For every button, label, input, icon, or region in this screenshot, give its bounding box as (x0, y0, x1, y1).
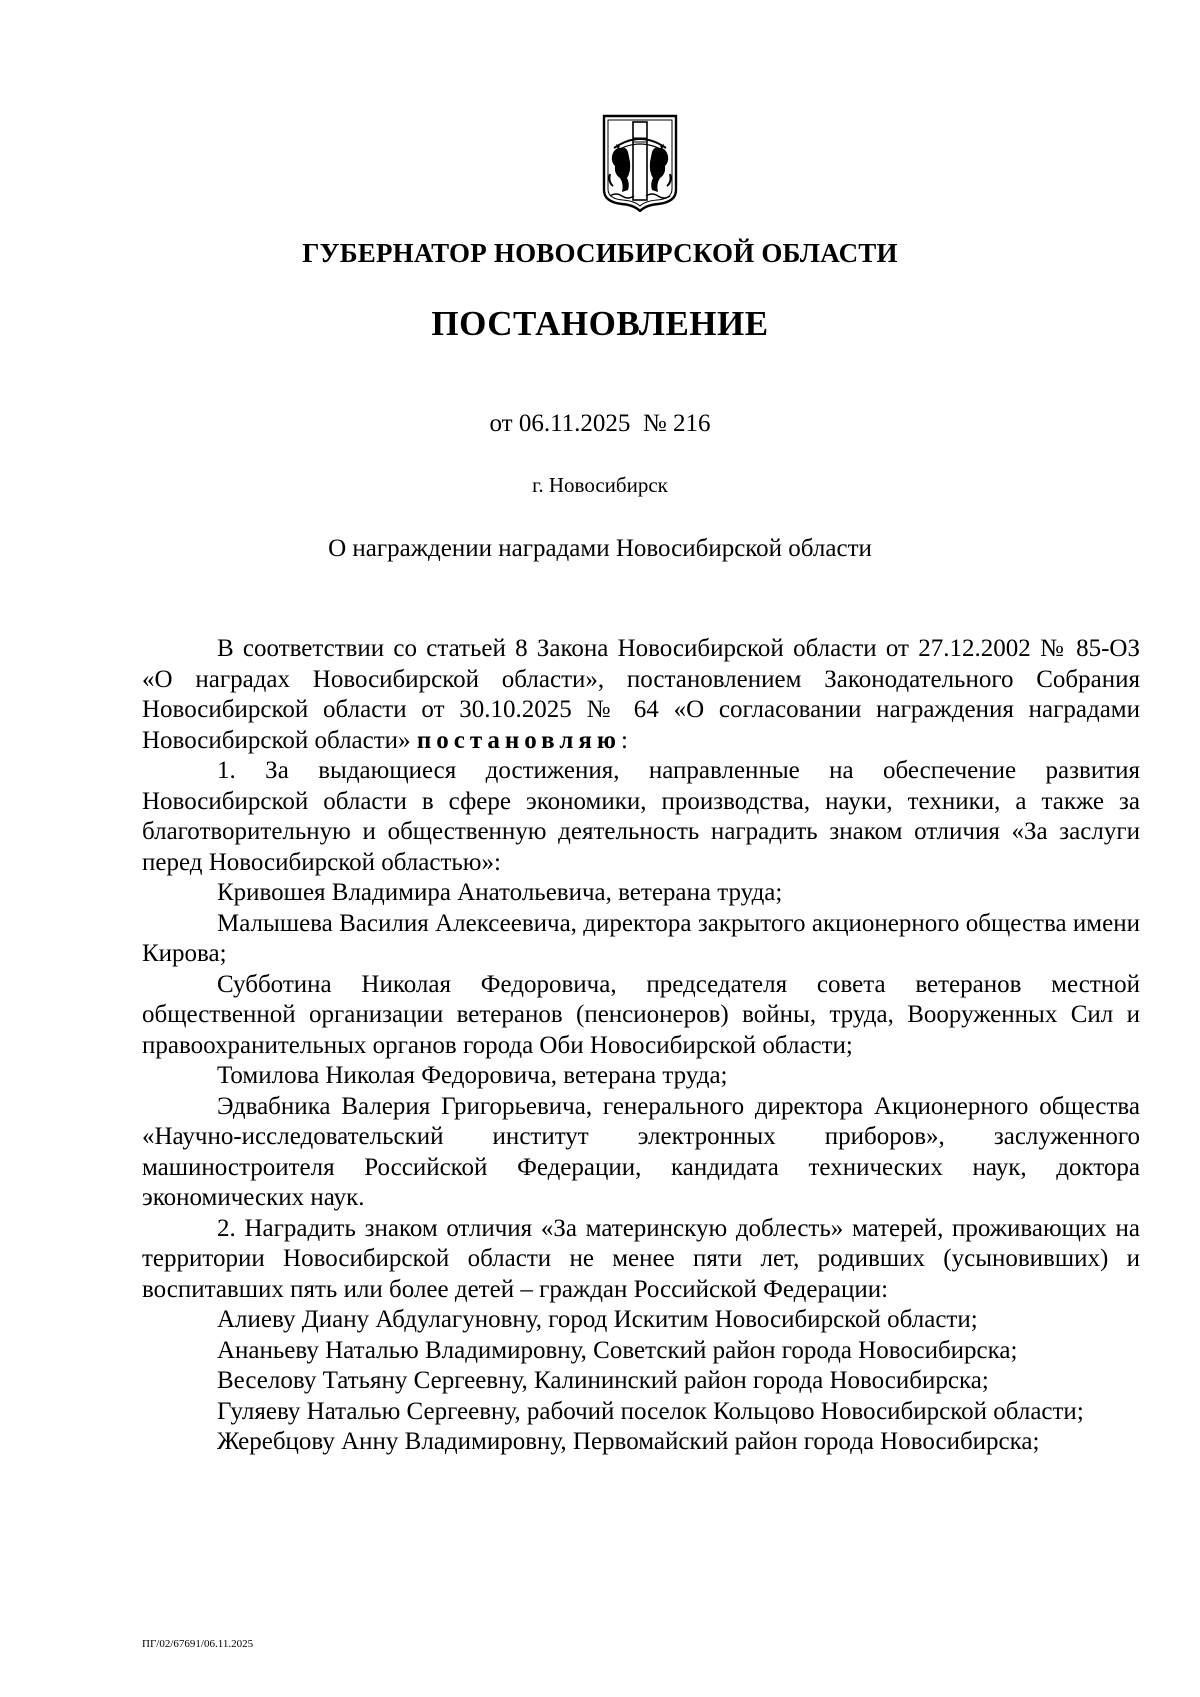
awardee-item: Алиеву Диану Абдулагуновну, город Искитим Новосибирской области; (217, 1306, 978, 1333)
issuing-authority: ГУБЕРНАТОР НОВОСИБИРСКОЙ ОБЛАСТИ (302, 238, 898, 268)
awardee-item: Томилова Николая Федоровича, ветерана труда; (217, 1062, 728, 1089)
document-code: ПГ/02/67691/06.11.2025 (142, 1638, 254, 1650)
awardee-item: Малышева Василия Алексеевича, директора закрытого акционерного общества имени Кирова; (142, 909, 1140, 967)
awardee-item: Кривошея Владимира Анатольевича, ветерана труда; (217, 879, 783, 906)
intro-text: В соответствии со статьей 8 Закона Новосибирской области от 27.12.2002 № 85-ОЗ «О наградах Новосибирской области», постановлением Законодательного Собрания Новосибирской области от 30.10.2025 № 64 «О согласовании награждения наградами Новосибирской области» (142, 635, 1140, 754)
coat-of-arms-icon (600, 112, 680, 212)
decree-word: постановляю (416, 726, 622, 754)
awardee-item: Эдвабника Валерия Григорьевича, генерального директора Акционерного общества «Научно-исследовательский институт электронных приборов», заслуженного машиностроителя Российской Федерации, кандидата технических наук, доктора экономических наук. (142, 1092, 1140, 1211)
awardee-item: Ананьеву Наталью Владимировну, Советский район города Новосибирска; (217, 1336, 1018, 1364)
date-and-number: от 06.11.2025 № 216 (489, 410, 711, 437)
document-body (142, 634, 1140, 1458)
awardee-item: Гуляеву Наталью Сергеевну, рабочий поселок Кольцово Новосибирской области; (217, 1397, 1084, 1425)
awardee-item: Субботина Николая Федоровича, председателя совета ветеранов местной общественной организации ветеранов (пенсионеров) войны, труда, Вооруженных Сил и правоохранительных органов города Оби Новосибирской области; (142, 970, 1140, 1059)
awardee-item: Веселову Татьяну Сергеевну, Калининский район города Новосибирска; (217, 1367, 989, 1394)
awardee-item: Жеребцову Анну Владимировну, Первомайский район города Новосибирска; (217, 1428, 1040, 1455)
paragraph-2-award-motherhood: 2. Наградить знаком отличия «За материнскую доблесть» матерей, проживающих на территории Новосибирской области не менее пяти лет, родивших (усыновивших) и воспитавших пять или более детей – граждан Российской Федерации: (142, 1214, 1140, 1303)
decree-colon: : (621, 726, 628, 754)
place-of-issue: г. Новосибирск (532, 473, 668, 497)
paragraph-1-award-merit: 1. За выдающиеся достижения, направленные на обеспечение развития Новосибирской области в сфере экономики, производства, науки, техники, а также за благотворительную и общественную деятельность наградить знаком отличия «За заслуги перед Новосибирской областью»: (142, 757, 1140, 876)
document-subject: О награждении наградами Новосибирской области (328, 535, 872, 562)
document-type: ПОСТАНОВЛЕНИЕ (431, 304, 769, 343)
intro-paragraph (142, 634, 1140, 756)
